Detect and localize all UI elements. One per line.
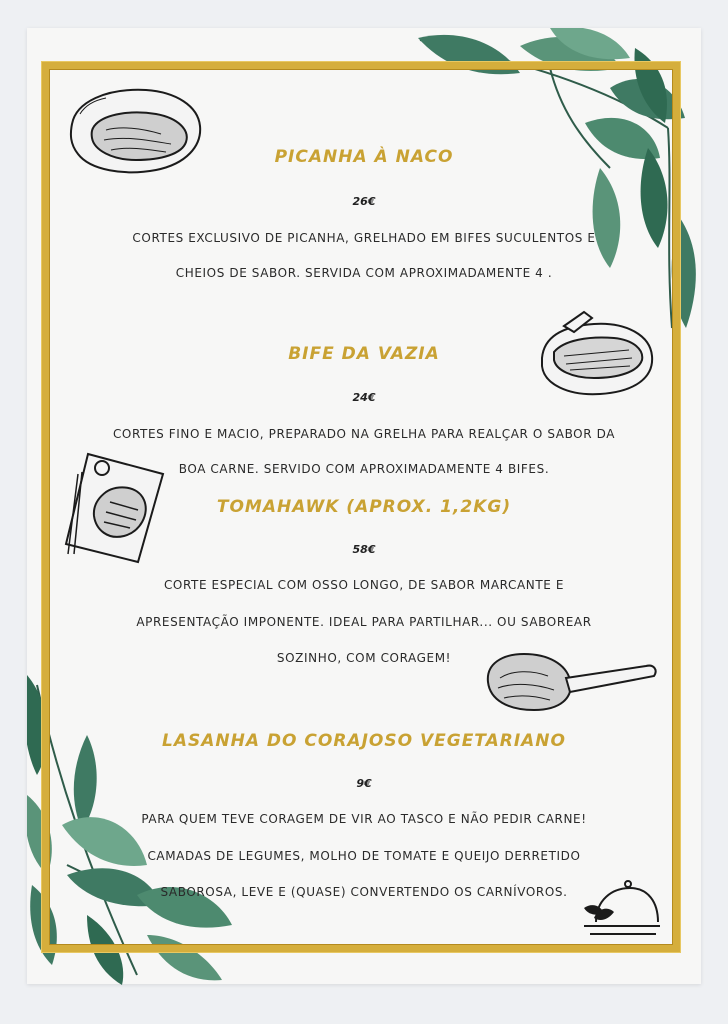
item-desc-line: PARA QUEM TEVE CORAGEM DE VIR AO TASCO E NÃO PEDIR CARNE!: [141, 812, 587, 826]
item-price-bife-vazia: 24€: [352, 391, 376, 404]
item-desc-line: APRESENTAÇÃO IMPONENTE. IDEAL PARA PARTILHAR... OU SABOREAR: [136, 615, 592, 629]
item-desc-line: CORTE ESPECIAL COM OSSO LONGO, DE SABOR MARCANTE E: [163, 578, 565, 592]
item-price-picanha: 26€: [352, 195, 376, 208]
item-title-tomahawk: TOMAHAWK (APROX. 1,2KG): [216, 497, 512, 517]
item-title-picanha: PICANHA À NACO: [274, 147, 454, 167]
item-desc-line: SABOROSA, LEVE E (QUASE) CONVERTENDO OS CARNÍVOROS.: [160, 885, 568, 899]
item-price-tomahawk: 58€: [352, 543, 376, 556]
item-price-lasanha: 9€: [356, 777, 372, 790]
item-desc-line: BOA CARNE. SERVIDO COM APROXIMADAMENTE 4 BIFES.: [178, 462, 550, 476]
item-desc-line: CAMADAS DE LEGUMES, MOLHO DE TOMATE E QUEIJO DERRETIDO: [147, 849, 581, 863]
item-title-lasanha: LASANHA DO CORAJOSO VEGETARIANO: [162, 731, 566, 751]
item-desc-line: CORTES EXCLUSIVO DE PICANHA, GRELHADO EM BIFES SUCULENTOS E: [132, 231, 596, 245]
item-title-bife-vazia: BIFE DA VAZIA: [288, 344, 440, 364]
item-desc-line: CHEIOS DE SABOR. SERVIDA COM APROXIMADAMENTE 4 .: [175, 266, 553, 280]
item-desc-line: SOZINHO, COM CORAGEM!: [276, 651, 452, 665]
item-desc-line: CORTES FINO E MACIO, PREPARADO NA GRELHA PARA REALÇAR O SABOR DA: [112, 427, 616, 441]
